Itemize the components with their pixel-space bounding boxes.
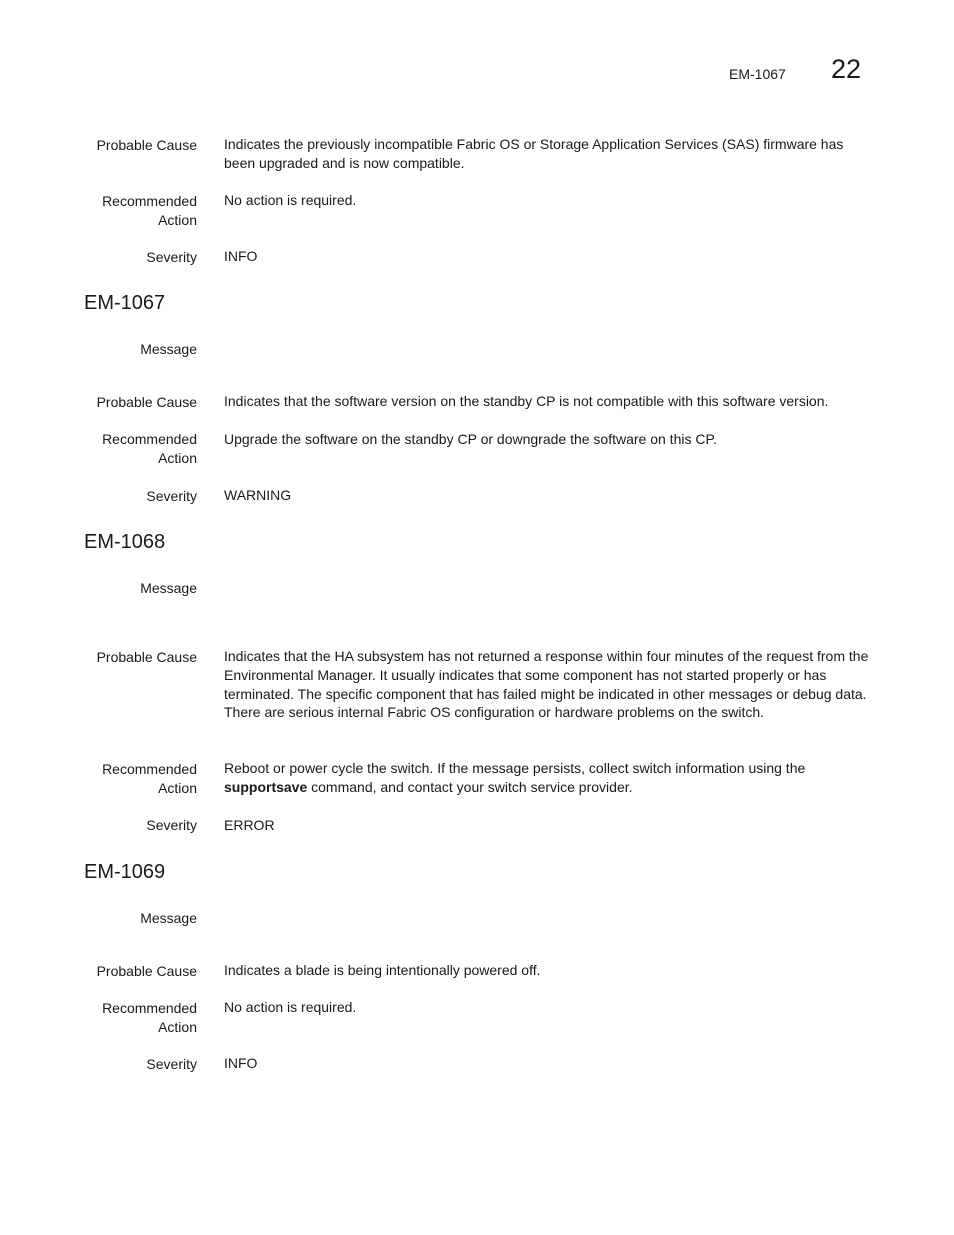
recommended-action-text-pre: Reboot or power cycle the switch. If the message persists, collect switch information using the [224, 760, 806, 776]
probable-cause-text: Indicates that the HA subsystem has not returned a response within four minutes of the request from the Environmental Manager. It usually indicates that some component has not started properly or has terminated. The specific component that has failed might be indicated in other messages or debug data. There are serious internal Fabric OS configuration or hardware problems on the switch. [224, 648, 869, 721]
recommended-action-text: No action is required. [224, 999, 357, 1015]
severity-value: INFO [224, 1055, 258, 1071]
severity-value: INFO [224, 248, 258, 264]
severity-label: Severity [146, 249, 197, 265]
recommended-action-label [60, 999, 197, 1037]
severity-value: WARNING [224, 487, 292, 503]
section-heading-em1067: EM-1067 [84, 292, 166, 314]
recommended-action-label [60, 760, 197, 798]
probable-cause-label: Probable Cause [96, 649, 197, 665]
severity-label: Severity [146, 488, 197, 504]
running-head: EM-1067 [729, 66, 786, 82]
action-label-line: Action [158, 450, 197, 466]
severity-label: Severity [146, 1056, 197, 1072]
message-label: Message [140, 910, 197, 926]
message-label: Message [140, 580, 197, 596]
action-label-line: Action [158, 780, 197, 796]
probable-cause-text: Indicates that the software version on the standby CP is not compatible with this software version. [224, 393, 829, 409]
recommended-action-text [224, 759, 874, 797]
recommended-label-line: Recommended [102, 1000, 197, 1016]
severity-label: Severity [146, 817, 197, 833]
recommended-action-text: No action is required. [224, 192, 357, 208]
action-label-line: Action [158, 212, 197, 228]
section-heading-em1068: EM-1068 [84, 531, 166, 553]
recommended-label-line: Recommended [102, 431, 197, 447]
recommended-label-line: Recommended [102, 761, 197, 777]
chapter-number: 22 [831, 54, 862, 84]
probable-cause-label: Probable Cause [96, 394, 197, 410]
recommended-label-line: Recommended [102, 193, 197, 209]
severity-value: ERROR [224, 817, 275, 833]
recommended-action-label [60, 192, 197, 230]
probable-cause-text: Indicates the previously incompatible Fabric OS or Storage Application Services (SAS) firmware has been upgraded and is now compatible. [224, 136, 844, 171]
recommended-action-text-post: command, and contact your switch service provider. [307, 778, 633, 795]
action-label-line: Action [158, 1019, 197, 1035]
probable-cause-text: Indicates a blade is being intentionally powered off. [224, 962, 541, 978]
section-heading-em1069: EM-1069 [84, 861, 166, 883]
probable-cause-label: Probable Cause [96, 137, 197, 153]
probable-cause-label: Probable Cause [96, 963, 197, 979]
recommended-action-text: Upgrade the software on the standby CP or downgrade the software on this CP. [224, 431, 717, 447]
supportsave-command: supportsave [224, 778, 308, 795]
message-label: Message [140, 341, 197, 357]
recommended-action-label [60, 430, 197, 468]
